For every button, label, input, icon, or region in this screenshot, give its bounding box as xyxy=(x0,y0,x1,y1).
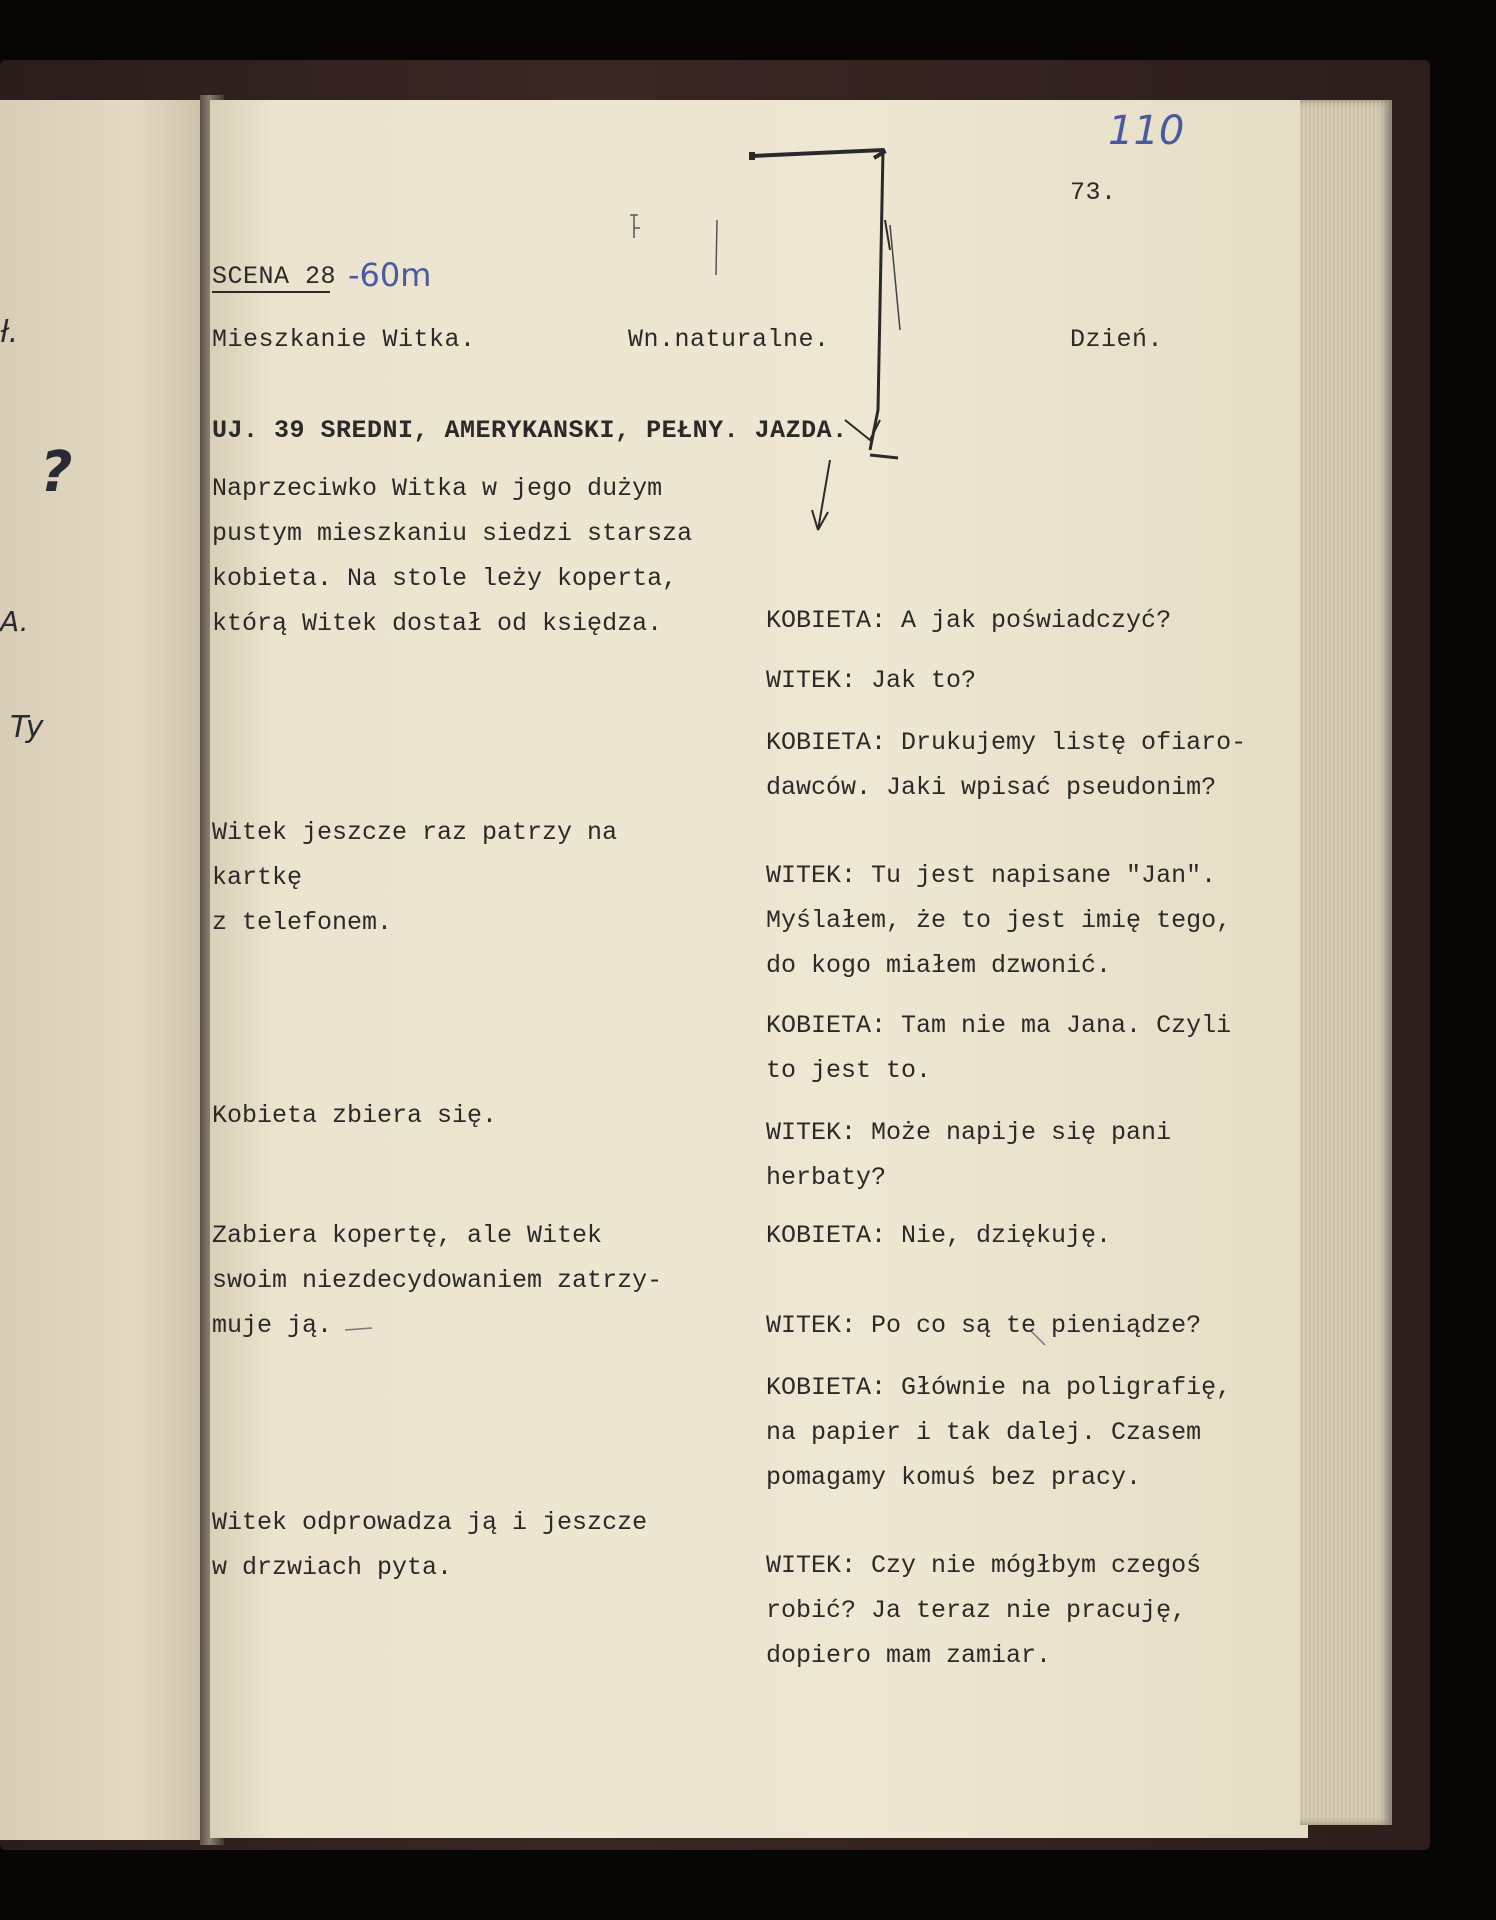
left-margin-note-3: A. xyxy=(0,605,29,638)
left-margin-note-2: ? xyxy=(40,440,73,505)
left-margin-note-1: ł. xyxy=(0,315,19,350)
dialogue-line: WITEK: Jak to? xyxy=(766,666,977,695)
dialogue-line: WITEK: Może napije się pani herbaty? xyxy=(766,1118,1172,1192)
stage-direction: Witek jeszcze raz patrzy na kartkę z telefonem. xyxy=(212,818,618,937)
stage-direction: Naprzeciwko Witka w jego dużym pustym mieszkaniu siedzi starsza kobieta. Na stole leży koperta, którą Witek dostał od księdza. xyxy=(212,474,693,638)
dialogue-line: KOBIETA: A jak poświadczyć? xyxy=(766,606,1172,635)
dialogue-line: KOBIETA: Głównie na poligrafię, na papier i tak dalej. Czasem pomagamy komuś bez pracy. xyxy=(766,1373,1232,1492)
stage-direction: Witek odprowadza ją i jeszcze w drzwiach pyta. xyxy=(212,1508,648,1582)
dialogue-line: WITEK: Czy nie mógłbym czegoś robić? Ja teraz nie pracuję, dopiero mam zamiar. xyxy=(766,1551,1202,1670)
dialogue-line: KOBIETA: Drukujemy listę ofiaro- dawców. Jaki wpisać pseudonim? xyxy=(766,728,1247,802)
left-margin-note-4: Ty xyxy=(10,710,44,745)
dialogue-line: KOBIETA: Tam nie ma Jana. Czyli to jest to. xyxy=(766,1011,1232,1085)
dialogue-line: WITEK: Tu jest napisane "Jan". Myślałem, że to jest imię tego, do kogo miałem dzwonić. xyxy=(766,861,1232,980)
stage-direction: Zabiera kopertę, ale Witek swoim niezdecydowaniem zatrzy- muje ją. xyxy=(212,1221,663,1340)
scene-lighting: Wn.naturalne. xyxy=(628,325,830,354)
scene-time: Dzień. xyxy=(1070,325,1164,354)
scene-length-note: -60m xyxy=(348,256,432,294)
shot-line: UJ. 39 SREDNI, AMERYKANSKI, PEŁNY. JAZDA. xyxy=(212,416,848,445)
folio-number: 110 xyxy=(1108,108,1185,154)
page-number: 73. xyxy=(1070,178,1117,207)
stage-direction: Kobieta zbiera się. xyxy=(212,1101,498,1130)
dialogue-line: KOBIETA: Nie, dziękuję. xyxy=(766,1221,1112,1250)
dialogue-line: WITEK: Po co są te pieniądze? xyxy=(766,1311,1202,1340)
scene-location: Mieszkanie Witka. xyxy=(212,325,476,354)
scene-heading: SCENA 28 xyxy=(212,262,337,291)
